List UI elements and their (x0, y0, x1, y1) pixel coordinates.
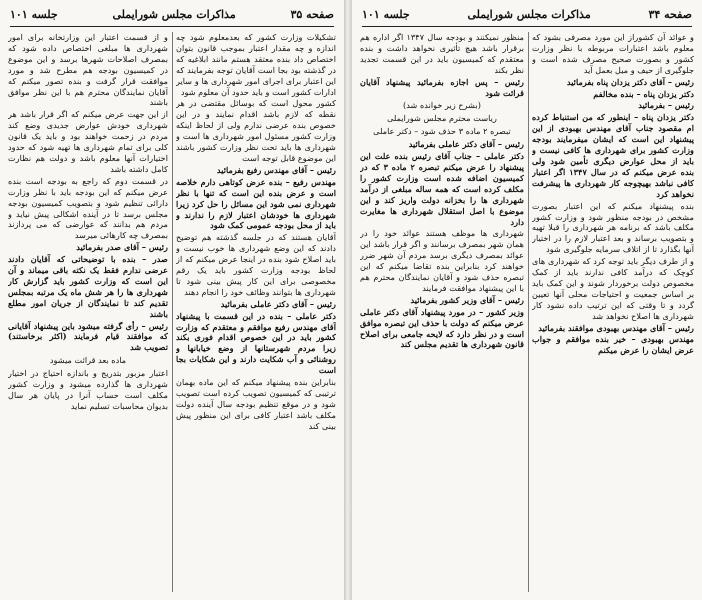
right-page-number: صفحه ۳۴ (648, 7, 692, 21)
centered-line: ماده بعد قرائت میشود (49, 355, 127, 366)
right-page-header (362, 6, 692, 22)
speaker-paragraph: رئیس – آقای دکتر یزدان پناه بفرمائید (566, 76, 694, 87)
right-column-right (532, 32, 694, 594)
speaker-paragraph: وزیر کشور – در مورد پیشنهاد آقای دکتر عاملی عرض میکنم که دولت با حذف این تبصره موافق است و در نظر دارد که لایحه جامعی برای اصلاح قانون شهرداری ها تقدیم مجلس کند (360, 306, 524, 350)
speaker-paragraph: رئیس – بفرمائید (638, 100, 694, 111)
speaker-paragraph: رئیس – آقای مهندس بهبودی موافقند بفرمائید (538, 322, 694, 333)
speaker-paragraph: رئیس – آقای مهندس رفیع بفرمائید (216, 164, 336, 175)
speaker-paragraph: رئیس – آقای دکتر عاملی بفرمائید (408, 139, 524, 150)
left-page (0, 0, 344, 600)
left-column-divider (172, 32, 173, 592)
right-column-left (360, 32, 524, 594)
left-page-number: صفحه ۳۵ (290, 7, 334, 21)
right-page-title: مذاکرات مجلس شورایملی (467, 7, 591, 21)
left-page-header (10, 6, 334, 22)
right-page (352, 0, 702, 600)
body-paragraph: کشور محول است که بوسائل مقتضی در هر نقطه که لازم باشد اقدام نمایند و در این خصوص بنده عرضی ندارم ولی از لحاظ اینکه وزارت کشور مسئول امور شهرداری ها است و شهرداری ها باید تحت نظر وزارت کشور باشند این موضوع قابل توجه است (176, 98, 336, 163)
body-paragraph: منظور نمیکنند و بودجه سال ۱۳۴۷ اگر اداره هم برقرار باشد هیچ تأثیری نخواهد داشت و بنده معتقدم که کمیسیون باید در این قسمت تجدید نظر بکند (360, 32, 524, 75)
speaker-paragraph: دکتر عاملی – بنده در این قسمت با پیشنهاد آقای مهندس رفیع موافقم و معتقدم که وزارت کشور باید در این خصوص اقدام فوری بکند زیرا مردم شهرستانها از وضع خیابانها و روشنائی و آب شکایت دارند و این شکایات بجا است (176, 310, 336, 376)
speaker-paragraph: رئیس – پس اجازه بفرمائید پیشنهاد آقایان قرائت شود (360, 76, 524, 98)
speaker-paragraph: صدر – بنده با توضیحاتی که آقایان دادند عرضی ندارم فقط یک نکته باقی میماند و آن این است که وزارت کشور باید گزارش کار شهرداری ها را هر شش ماه یک مرتبه بمجلس تقدیم کند تا نمایندگان از جریان امور مطلع باشند (8, 254, 168, 319)
centered-line: تبصره ۲ ماده ۳ حذف شود – دکتر عاملی (373, 126, 511, 137)
body-paragraph: بنابراین بنده پیشنهاد میکنم که این ماده بهمان ترتیبی که کمیسیون تصویب کرده است تصویب شود و در موقع تنظیم بودجه سال آینده دولت مکلف باشد اعتبار کافی برای این منظور پیش بینی کند (176, 377, 336, 431)
speaker-paragraph: مهندس رفیع – بنده عرض کوتاهی دارم خلاصه است و عرض بنده این است که تنها با نظر شهرداری نمی شود این مسائل را حل کرد زیرا شهرداری ها خودشان اعتبار لازم را ندارند و باید از محل بودجه عمومی کمک شود (176, 176, 336, 231)
right-column-divider (528, 32, 529, 592)
speaker-paragraph: مهندس بهبودی – خیر بنده موافقم و جواب عرض ایشان را عرض میکنم (532, 334, 694, 356)
body-paragraph: و از قسمت اعتبار این وزارتخانه برای امور شهرداری ها مبلغی اختصاص داده شود که بمصرف اصلاحات شهرها برسد و این موضوع در کمیسیون بودجه هم مطرح شد و مورد موافقت قرار گرفت و بنده تصور میکنم که آقایان نمایندگان محترم هم با این نظر موافق باشند (8, 32, 168, 108)
right-header-rule (362, 26, 692, 27)
body-paragraph: آقایان هستند که در جلسه گذشته هم توضیح دادند که این وضع شهرداری ها خوب نیست و باید اصلاح شود بنده در اینجا عرض میکنم که از لحاظ بودجه وزارت کشور باید یک رقم مخصوصی برای این کار پیش بینی شود تا شهرداری ها بتوانند وظائف خود را انجام دهند (176, 232, 336, 297)
body-paragraph: در قسمت دوم که راجع به بودجه است بنده عرض میکنم که این بودجه باید با نظر وزارت دارائی تنظیم شود و بتصویب کمیسیون بودجه مجلس برسد تا در آینده اشکالی پیش نیاید و مردم هم بدانند که عوارضی که می پردازند بمصرف چه کارهائی میرسد (8, 175, 168, 241)
body-paragraph: از این جهت عرض میکنم که اگر قرار باشد هر شهرداری خودش عوارض جدیدی وضع کند مردم در زحمت خواهند بود و باید یک قانون کلی برای تمام شهرداری ها تهیه شود که حدود اختیارات آنها معلوم باشد و دولت هم نظارت کامل داشته باشد (8, 109, 168, 174)
left-page-session: جلسه ۱۰۱ (10, 7, 58, 21)
left-header-rule (10, 26, 334, 27)
left-column-right (176, 32, 336, 594)
speaker-paragraph: رئیس – رأی گرفته میشود باین پیشنهاد آقایانی که موافقند قیام فرمایند (اکثر برخاستند) تصویب شد (8, 320, 168, 353)
book-gutter (344, 0, 352, 600)
speaker-paragraph: رئیس – آقای وزیر کشور بفرمائید (410, 294, 524, 305)
speaker-paragraph: رئیس – آقای دکتر عاملی بفرمائید (220, 298, 336, 309)
speaker-paragraph: دکتر یزدان پناه – بنده مخالفم (593, 88, 694, 99)
speaker-paragraph: دکتر یزدان پناه – اینطور که من استنباط کرده ام مقصود جناب آقای مهندس بهبودی از این پیشنهاد این است که ایشان میفرمایند بودجه وزارت کشور برای شهرداری ها کافی نیست و باید از محل عوارض دیگری تأمین شود ولی بنده عرض میکنم که در سال ۱۳۴۷ اگر اعتبار کافی نباشد بهیچوجه کار شهرداری ها پیشرفت نخواهد کرد (532, 112, 694, 199)
body-paragraph: اعتبار مزبور بتدریج و باندازه احتیاج در اختیار شهرداری ها گذارده میشود و وزارت کشور مکلف است حساب آنرا در پایان هر سال بدیوان محاسبات تسلیم نماید (8, 368, 168, 411)
body-paragraph: تشکیلات وزارت کشور که بعدمعلوم شود چه اندازه و چه مقدار اعتبار بموجب قانون بتوان اختصاص داد بنده معتقد هستم مانند ابلاغیه که در گذشته بود بجا است آقایان توجه بفرمایند که این اعتبار برای اجرای امور شهرداری ها و سایر ادارات کشور است و باید حدود آن معلوم شود (176, 32, 336, 97)
body-paragraph: شهرداری ها موظف هستند عوائد خود را در همان شهر بمصرف برسانند و اگر قرار باشد این عوائد بمصرف دیگری برسد مردم آن شهر ضرر خواهند کرد بنابراین بنده تقاضا میکنم که این تبصره حذف شود و آقایان نمایندگان محترم هم با این پیشنهاد موافقت فرمایند (360, 228, 524, 293)
body-paragraph: و از طرف دیگر باید توجه کرد که شهرداری های کوچک که درآمد کافی ندارند باید از کمک مخصوص دولت برخوردار شوند و این کمک باید بر اساس جمعیت و احتیاجات محلی آنها تعیین گردد و تا وقتی که این ترتیب داده نشود کار شهرداری ها اصلاح نخواهد شد (532, 256, 694, 321)
centered-line: ریاست محترم مجلس شورایملی (387, 113, 497, 124)
body-paragraph: بنده پیشنهاد میکنم که این اعتبار بصورت مشخص در بودجه منظور شود و وزارت کشور مکلف باشد که برنامه هر شهرداری را قبلا تهیه و بتصویب برساند و بعد اعتبار لازم را در اختیار آنها بگذارد تا از اتلاف سرمایه جلوگیری شود (532, 200, 694, 255)
speaker-paragraph: دکتر عاملی – جناب آقای رئیس بنده علت این پیشنهاد را عرض میکنم تبصره ۲ ماده ۳ که در کمیسیون اضافه شده است وزارت کشور را مکلف کرده است که همه ساله مبلغی از درآمد شهرداری ها را بخزانه دولت واریز کند و این موضوع با اصل استقلال شهرداری ها مغایرت دارد (360, 151, 524, 227)
left-page-title: مذاکرات مجلس شورایملی (112, 7, 236, 21)
speaker-paragraph: رئیس – آقای صدر بفرمائید (76, 242, 168, 253)
left-column-left (8, 32, 168, 594)
body-paragraph: و عوائد آن کشوراز این مورد مصرفی بشود که معلوم باشد اعتبارات مربوطه با نظر وزارت کشور و بصورت صحیح مصرف شده است و جلوگیری از حیف و میل بعمل آید (532, 32, 694, 75)
right-page-session: جلسه ۱۰۱ (362, 7, 410, 21)
centered-line: (بشرح زیر خوانده شد) (403, 100, 481, 111)
